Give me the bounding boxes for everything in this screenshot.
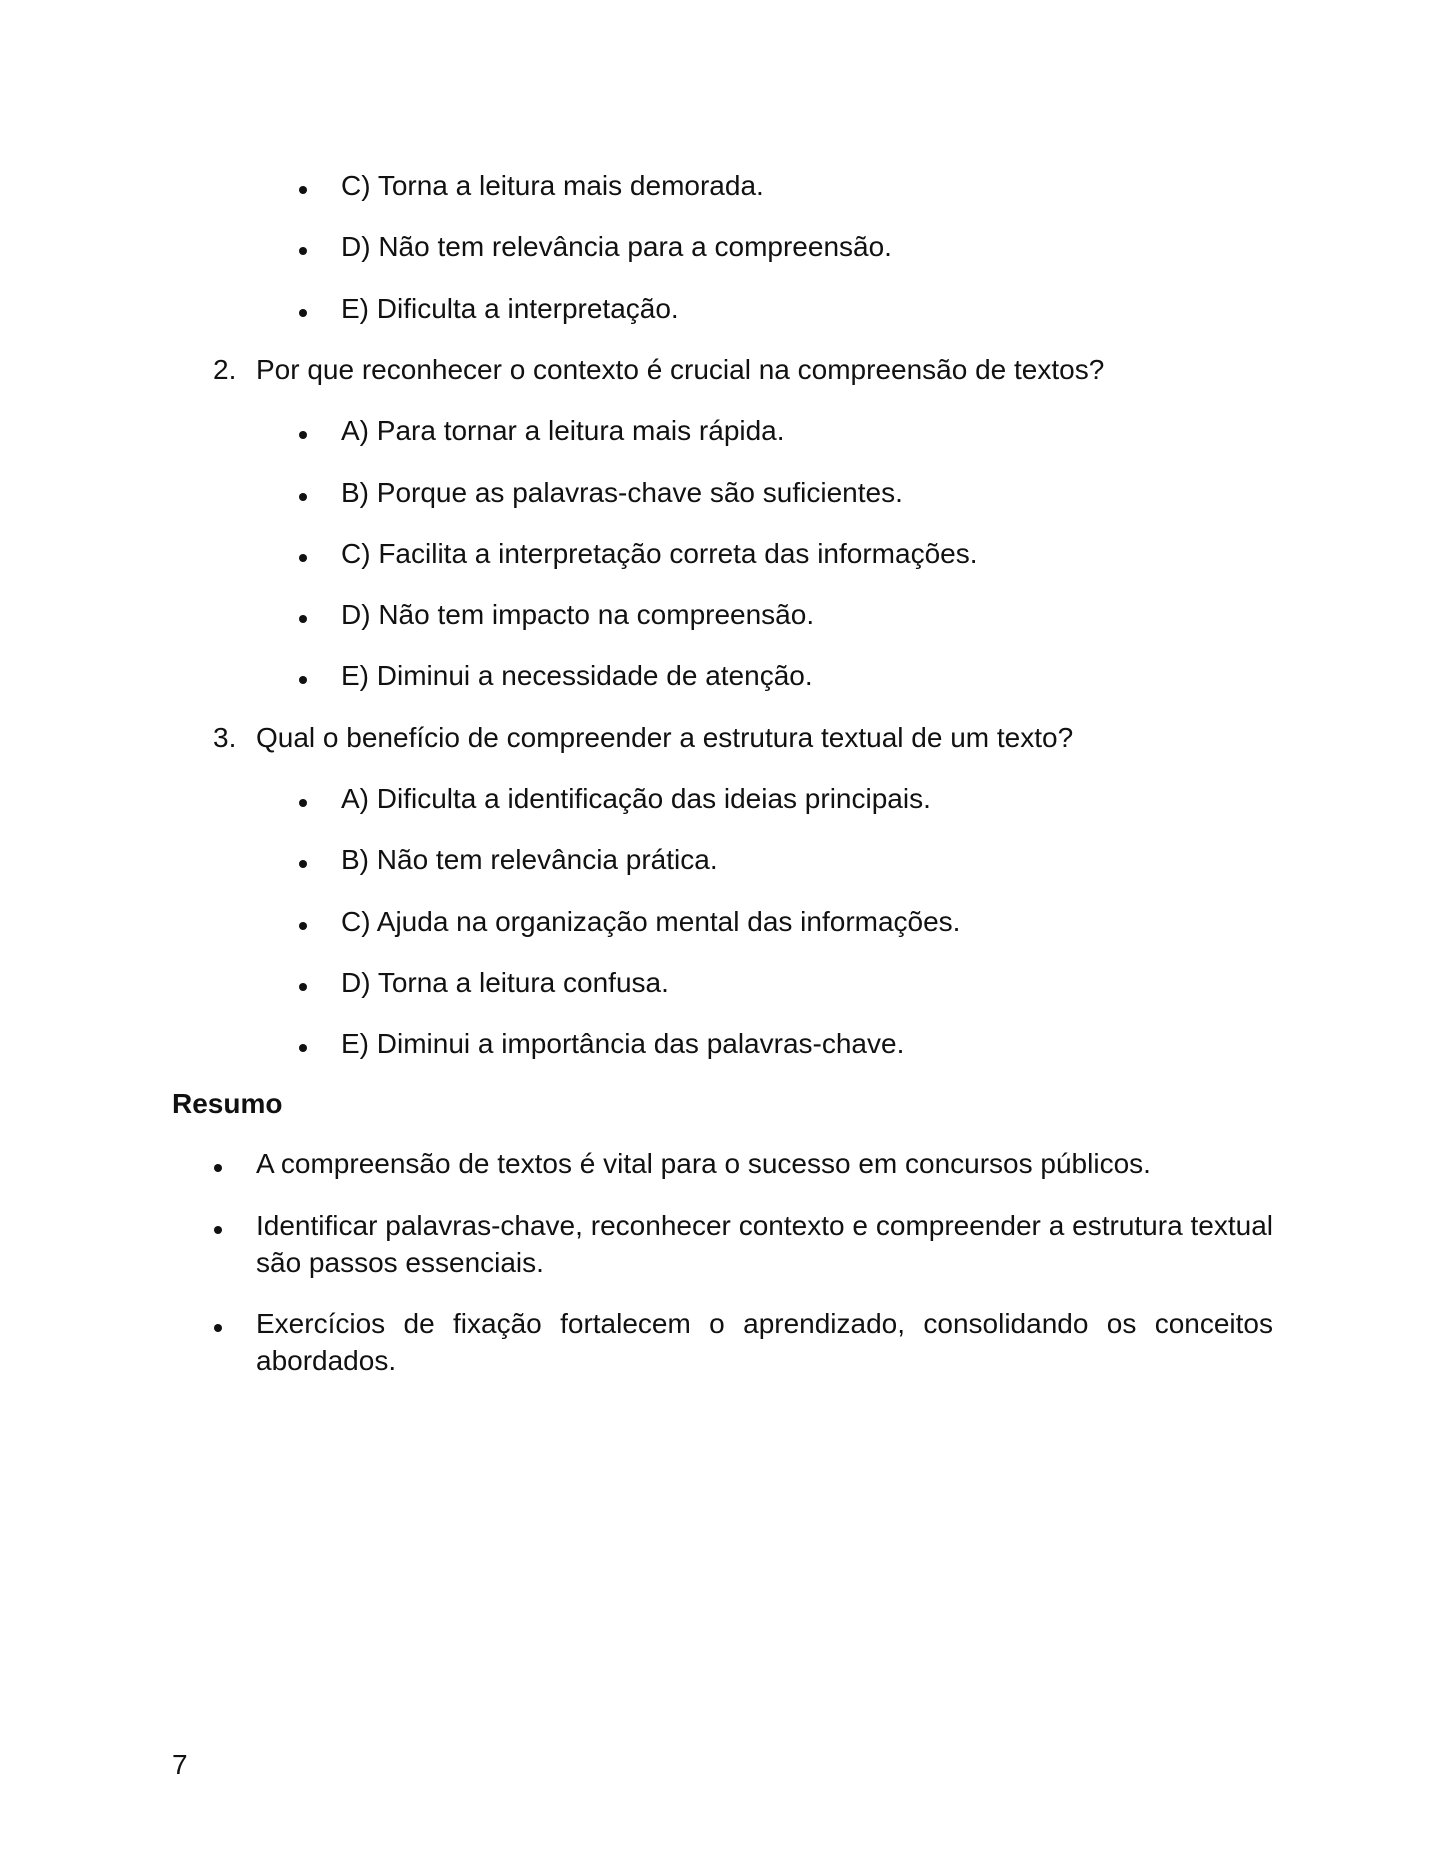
bullet-icon xyxy=(299,799,307,807)
bullet-icon xyxy=(299,186,307,194)
bullet-icon xyxy=(299,431,307,439)
question-number: 3. xyxy=(213,722,237,753)
option-item xyxy=(341,841,718,878)
bullet-icon xyxy=(214,1164,222,1172)
option-text: D) Não tem relevância para a compreensão. xyxy=(341,231,892,262)
option-item xyxy=(341,596,814,633)
option-text: B) Porque as palavras-chave são suficientes. xyxy=(341,477,903,508)
option-item xyxy=(341,228,892,265)
question-text: Por que reconhecer o contexto é crucial na compreensão de textos? xyxy=(256,354,1105,385)
summary-text: Exercícios de fixação fortalecem o aprendizado, consolidando os conceitos abordados. xyxy=(256,1308,1273,1376)
bullet-icon xyxy=(299,493,307,501)
option-item xyxy=(341,657,813,694)
bullet-icon xyxy=(299,554,307,562)
option-text: B) Não tem relevância prática. xyxy=(341,844,718,875)
option-text: D) Torna a leitura confusa. xyxy=(341,967,669,998)
option-item xyxy=(341,290,679,327)
summary-item xyxy=(256,1305,1273,1379)
option-text: E) Diminui a importância das palavras-chave. xyxy=(341,1028,905,1059)
bullet-icon xyxy=(299,922,307,930)
option-item xyxy=(341,1025,904,1062)
bullet-icon xyxy=(299,309,307,317)
bullet-icon xyxy=(299,1044,307,1052)
option-item xyxy=(341,535,978,572)
option-item xyxy=(341,412,785,449)
bullet-icon xyxy=(299,247,307,255)
summary-item xyxy=(256,1207,1273,1281)
option-text: D) Não tem impacto na compreensão. xyxy=(341,599,815,630)
bullet-icon xyxy=(299,983,307,991)
option-item xyxy=(341,167,764,204)
summary-heading: Resumo xyxy=(172,1088,283,1119)
option-text: C) Ajuda na organização mental das informações. xyxy=(341,906,961,937)
bullet-icon xyxy=(299,615,307,623)
option-item xyxy=(341,780,931,817)
question-text: Qual o benefício de compreender a estrutura textual de um texto? xyxy=(256,722,1074,753)
bullet-icon xyxy=(299,860,307,868)
option-item xyxy=(341,903,960,940)
bullet-icon xyxy=(214,1226,222,1234)
option-text: C) Facilita a interpretação correta das informações. xyxy=(341,538,978,569)
summary-text: A compreensão de textos é vital para o sucesso em concursos públicos. xyxy=(256,1148,1151,1179)
option-item xyxy=(341,474,903,511)
option-text: E) Dificulta a interpretação. xyxy=(341,293,679,324)
question-number: 2. xyxy=(213,354,237,385)
summary-item xyxy=(256,1145,1273,1182)
option-text: A) Dificulta a identificação das ideias principais. xyxy=(341,783,931,814)
page-number: 7 xyxy=(172,1749,188,1780)
summary-text: Identificar palavras-chave, reconhecer contexto e compreender a estrutura textual são passos essenciais. xyxy=(256,1210,1273,1278)
option-text: E) Diminui a necessidade de atenção. xyxy=(341,660,813,691)
bullet-icon xyxy=(299,676,307,684)
option-text: C) Torna a leitura mais demorada. xyxy=(341,170,764,201)
option-text: A) Para tornar a leitura mais rápida. xyxy=(341,415,785,446)
option-item xyxy=(341,964,669,1001)
bullet-icon xyxy=(214,1324,222,1332)
